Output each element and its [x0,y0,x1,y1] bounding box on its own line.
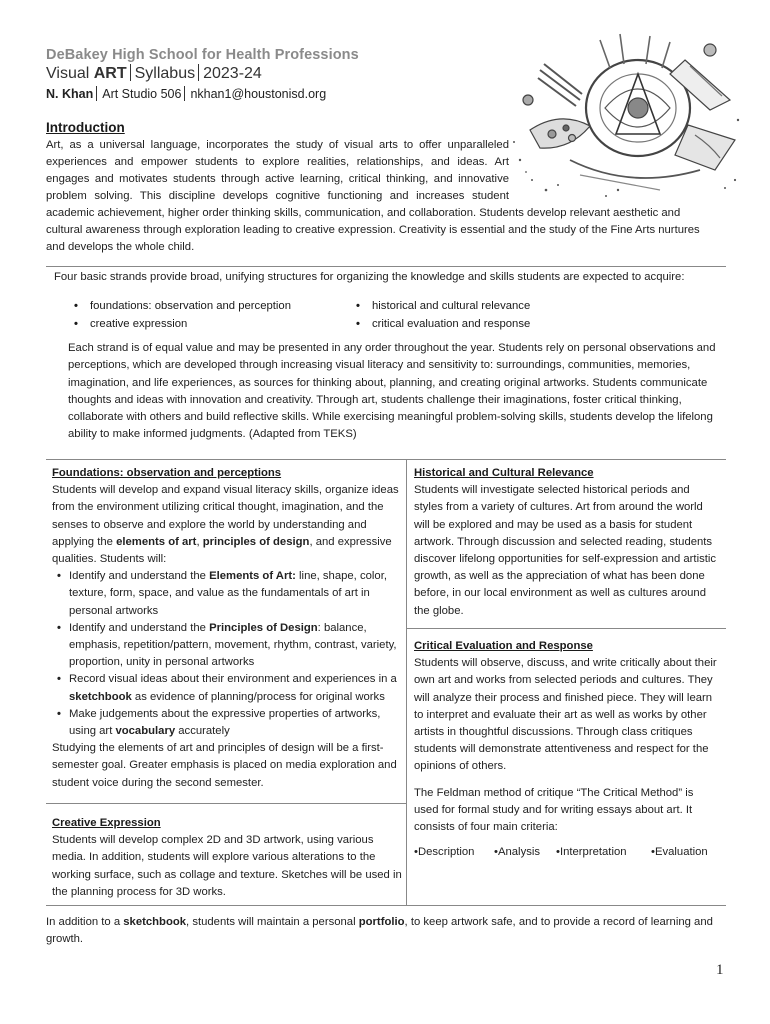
list-item: • creative expression [74,315,291,333]
list-item: • Record visual ideas about their environment and experiences in a sketchbook as evidence of planning/process for original works [52,671,402,705]
divider [96,86,97,101]
section-heading: Critical Evaluation and Response [414,640,593,652]
intro-heading: Introduction [46,120,125,135]
list-item: • Make judgements about the expressive properties of artworks, using art vocabulary accurately [52,706,402,740]
intro-line: Art, as a universal language, incorporates the study of visual arts to offer unparalleled [46,139,509,151]
teacher-name: N. Khan [46,87,94,101]
historical-section [414,465,720,620]
section-heading: Creative Expression [52,817,161,829]
section-closing: Studying the elements of art and principles of design will be a first-semester goal. Greater emphasis is placed on media exploration and student voice during the second semester. [52,742,397,789]
row-divider [46,803,406,804]
criteria-item: •Interpretation [556,846,627,858]
strand-list [74,297,291,333]
grid-border [46,459,726,460]
intro-line: experiences and empower students to explore realities, relationships, and ideas. Art [46,156,509,168]
intro-line: cultural awareness through exploration leading to creative expression. Creativity is essential and the study of the Fine Arts nurtures [46,224,700,236]
school-name: DeBakey High School for Health Professions [46,47,359,63]
grid-border [46,905,726,906]
section-body: Students will observe, discuss, and write critically about their own art and works from selected periods and cultures. They will analyze their process and finished piece. They will learn to interpret and evaluate their art as well as works by other artists in thoughtful discussions. Through class critiques students will demonstrate attentiveness and respect for the opinions of others. [414,657,717,773]
criteria-item: •Description [414,846,475,858]
criteria-item: •Evaluation [651,846,708,858]
objectives-list [52,568,402,740]
list-item: • foundations: observation and perception [74,297,291,315]
syllabus-label: Syllabus [134,65,196,82]
school-year: 2023-24 [203,65,262,82]
intro-line: academic achievement, higher order thinking skills, communication, and collaboration. Students develop relevant aesthetic and [46,207,681,219]
email: nkhan1@houstonisd.org [190,87,327,101]
column-divider [406,459,407,905]
section-body: Students will develop complex 2D and 3D artwork, using various media. In addition, students will explore various alterations to the working surface, such as collage and texture. Sketches will be used in the planning process for 3D works. [52,834,402,898]
course-art: ART [93,65,127,82]
intro-line: engages and motivates students through active learning, critical thinking, and innovative [46,173,509,185]
strands-paragraph: Each strand is of equal value and may be presented in any order throughout the year. Students rely on personal observations and perceptions, which are developed through increasing visual literacy and sensitivity to: surroundings, communities, memories, imagination, and life experiences, as sources for thinking about, planning, and creating original artworks. Students communicate thoughts and ideas with innovation and creativity. Through art, students challenge their imaginations, foster critical thinking, collaborate with others and build reflective skills. While exercising meaningful problem-solving skills, students develop the lifelong ability to make informed judgments. (Adapted from TEKS) [68,342,716,441]
list-item: • critical evaluation and response [356,315,530,333]
divider [198,64,199,81]
intro-paragraph [46,137,728,256]
divider [130,64,131,81]
list-item: • historical and cultural relevance [356,297,530,315]
row-divider [406,628,726,629]
intro-line: and develops the whole child. [46,241,195,253]
strand-list [356,297,530,333]
list-item: • Identify and understand the Principles of Design: balance, emphasis, repetition/pattern, movement, rhythm, contrast, variety, proportion, unity in personal artworks [52,620,402,672]
section-body: Students will develop and expand visual literacy skills, organize ideas from the environment utilizing critical thought, imagination, and the senses to observe and explore the world by understanding and applying the elements of art, principles of design, and expressive qualities. Students will: [52,484,399,566]
section-divider [46,266,726,267]
creative-section [52,815,402,901]
course-title [46,64,262,83]
list-item: • Identify and understand the Elements of Art: line, shape, color, texture, form, space, and value as the fundamentals of art in personal artworks [52,568,402,620]
section-body: Students will investigate selected historical periods and styles from a variety of cultures. Art from around the world will be explored and may be used as a basis for student artwork. Through discussion and selected reading, students discover lifelong opportunities for self-expression and artistic growth, as well as the appreciation of what has been done before, in our local environment as well as cultures around the globe. [414,484,717,617]
feldman-paragraph: The Feldman method of critique “The Critical Method” is used for formal study and for writing essays about art. It consists of four main criteria: [414,787,694,834]
critical-section [414,638,720,776]
closing-paragraph: In addition to a sketchbook, students will maintain a personal portfolio, to keep artwork safe, and to provide a record of learning and growth. [46,916,713,946]
page-number: 1 [716,962,724,978]
criteria-item: •Analysis [494,846,541,858]
intro-line: problem solving. This discipline develops cognitive functioning and increases student [46,190,509,202]
teacher-info [46,86,326,101]
section-heading: Historical and Cultural Relevance [414,467,594,479]
section-heading: Foundations: observation and perceptions [52,467,282,479]
foundations-section [52,465,402,792]
course-prefix: Visual [46,65,94,82]
divider [184,86,185,101]
strands-lead: Four basic strands provide broad, unifying structures for organizing the knowledge and skills students are expected to acquire: [54,271,685,283]
room: Art Studio 506 [102,87,182,101]
